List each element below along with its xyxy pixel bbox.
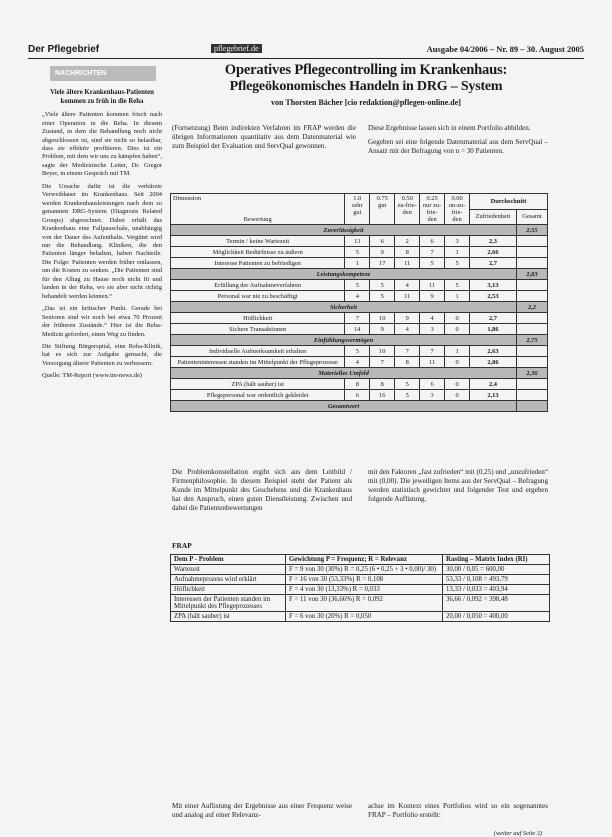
empty-cell (516, 291, 547, 302)
rating-count: 8 (395, 357, 420, 368)
rating-count: 6 (370, 236, 395, 247)
rating-count: 7 (420, 247, 445, 258)
rating-count: 11 (420, 280, 445, 291)
section-name: Gesamtwert (171, 401, 517, 412)
section-total: 2,83 (516, 269, 547, 280)
byline: von Thorsten Bächer [cio redaktion@pflegen-online.de] (271, 98, 461, 107)
average-header: Durchschnitt (470, 194, 548, 210)
rating-count: 4 (345, 291, 370, 302)
table-row (171, 236, 548, 247)
rating-count: 6 (420, 379, 445, 390)
frap-weight: F = 9 von 30 (30%) R = 0,25 (6 • 0,25 + 3 • 0,00)/ 30) (286, 565, 443, 575)
mid-left (172, 468, 352, 518)
table-row (171, 357, 548, 368)
empty-cell (516, 379, 547, 390)
rating-count: 5 (420, 258, 445, 269)
frap-label: FRAP (172, 541, 192, 550)
rating-count: 17 (370, 258, 395, 269)
row-label: Erfüllung der Aufnahmeverfahren (171, 280, 345, 291)
rating-count: 5 (395, 390, 420, 401)
servqual-table (170, 193, 548, 412)
column-header: 1.0 sehr gut (345, 194, 370, 225)
row-average: 2,4 (470, 379, 517, 390)
rating-count: 10 (370, 346, 395, 357)
rating-count: 4 (395, 280, 420, 291)
frap-row (171, 612, 550, 622)
intro-left (172, 124, 356, 156)
section-total: 2,2 (516, 302, 547, 313)
article-title (176, 62, 556, 107)
dimension-header: Dimension Bewertung (171, 194, 345, 225)
empty-cell (516, 357, 547, 368)
rating-count: 0 (445, 357, 470, 368)
table-row (171, 379, 548, 390)
column-header: 0.00 un-zu-frie-den (445, 194, 470, 225)
sidebar-headline: Viele ältere Krankenhaus-Patienten kommen zu früh in die Reha (50, 89, 154, 106)
rating-count: 11 (395, 291, 420, 302)
frap-index: 13,33 / 0,033 = 403,94 (443, 585, 550, 595)
rating-count: 4 (345, 357, 370, 368)
rating-count: 16 (370, 390, 395, 401)
rating-count: 1 (445, 346, 470, 357)
rating-count: 4 (420, 313, 445, 324)
row-label: Personal war nie zu beschäftigt (171, 291, 345, 302)
page-header (28, 44, 584, 59)
frap-weight: F = 6 von 30 (20%) R = 0,050 (286, 612, 443, 622)
section-name: Leistungskompetenz (171, 269, 517, 280)
row-average: 2,63 (470, 346, 517, 357)
newsletter-logo: Der Pflegebrief (28, 44, 100, 55)
empty-cell (516, 390, 547, 401)
frap-row (171, 565, 550, 575)
section-name: Sicherheit (171, 302, 517, 313)
intro-right-text-1: Diese Ergebnisse lassen sich in einem Portfolio abbilden. (368, 124, 531, 132)
continuation-note[interactable]: (weiter auf Seite 3) (493, 830, 542, 837)
sidebar-paragraph: „Viele ältere Patienten kommen frisch nach einer Operation in die Reha. In diesem Zustand, in dem die Behandlung noch nicht abgeschlossen ist, sind sie nicht so belastbar, dass sie effektiv profitieren. Dies ist ein Problem, mit dem wir uns zu kämpfen haben“, sagte der Medizinische Leiter, Dr. Gregor Beyer, in einem Gespräch mit TM. (42, 111, 162, 178)
rating-count: 3 (420, 390, 445, 401)
section-tag: NACHRICHTEN (50, 66, 156, 81)
intro-left-text: (Fortsetzung) Beim indirekten Verfahren im FRAP werden die übrigen Informationen quantitativ aus dem Datenmaterial wie zum Beispiel der Evaluation und ServQual gewonnen. (172, 124, 356, 151)
row-average: 2,86 (470, 357, 517, 368)
average-sub-header: Gesamt (516, 209, 547, 225)
frap-problem: Interessen der Patienten standen im Mittelpunkt des Pflegeprozesses (171, 595, 286, 612)
rating-count: 1 (345, 258, 370, 269)
rating-count: 6 (420, 236, 445, 247)
rating-count: 1 (445, 247, 470, 258)
sidebar-paragraph: „Das ist ein kritischer Punkt. Gerade bei Senioren sind wir noch bei etwa 70 Prozent der früheren Zustände.“ Hier ist die Reha-Medizin gefordert, einen Weg zu finden. (42, 305, 162, 338)
intro-right (368, 124, 548, 161)
rating-count: 5 (370, 291, 395, 302)
rating-count: 1 (445, 291, 470, 302)
empty-cell (516, 346, 547, 357)
rating-count: 8 (345, 379, 370, 390)
rating-count: 5 (345, 346, 370, 357)
row-label: Möglichkeit Bedürfnisse zu äußern (171, 247, 345, 258)
frap-index: 36,66 / 0,092 = 398,48 (443, 595, 550, 612)
frap-problem: Höflichkeit (171, 585, 286, 595)
section-name: Zuverlässigkeit (171, 225, 517, 236)
rating-count: 11 (420, 357, 445, 368)
table-row (171, 313, 548, 324)
rating-count: 5 (345, 247, 370, 258)
section-row (171, 269, 548, 280)
section-row (171, 302, 548, 313)
bottom-right (368, 802, 548, 825)
empty-cell (516, 258, 547, 269)
frap-index: 30,00 / 0,05 = 600,00 (443, 565, 550, 575)
issue-info: Ausgabe 04/2006 – Nr. 89 – 30. August 2005 (426, 44, 584, 54)
frap-row (171, 595, 550, 612)
frap-index: 53,33 / 0,108 = 493,79 (443, 575, 550, 585)
rating-count: 2 (395, 236, 420, 247)
rating-count: 5 (395, 379, 420, 390)
empty-cell (516, 280, 547, 291)
table-row (171, 247, 548, 258)
bottom-left-text: Mit einer Auflistung der Ergebnisse aus einer Frequenz weise und analog auf einer Relevanz- (172, 802, 352, 820)
row-label: Individuelle Aufmerksamkeit erhalten (171, 346, 345, 357)
row-average: 3,13 (470, 280, 517, 291)
rating-count: 8 (395, 247, 420, 258)
news-sidebar (42, 66, 162, 766)
row-label: Termin / keine Wartezeit (171, 236, 345, 247)
section-row (171, 225, 548, 236)
frap-problem: Aufnahmeprozess wird erklärt (171, 575, 286, 585)
mid-left-text: Die Problemkonstellation ergibt sich aus dem Leitbild / Firmenphilosophie. In diesem Beispiel steht der Patient als Kunde im Mittelpunkt des Geschehens und die Krankenhaus hat den Anspruch, einen guten Dienstleistung. Zwischen und dabei die Patientenbewertungen (172, 468, 352, 513)
rating-count: 9 (395, 313, 420, 324)
mid-right (368, 468, 548, 509)
column-header: 0.25 nur zu-frie-den (420, 194, 445, 225)
rating-count: 6 (345, 390, 370, 401)
empty-cell (516, 324, 547, 335)
row-label: Pflegepersonal war ordentlich gekleidet (171, 390, 345, 401)
row-label: ZPA (hält sauber) ist (171, 379, 345, 390)
frap-row (171, 575, 550, 585)
row-average: 1,86 (470, 324, 517, 335)
frap-header-index: Rasting – Matrix Index (RI) (443, 555, 550, 565)
frap-weight: F = 11 von 30 (36,66%) R = 0,092 (286, 595, 443, 612)
empty-cell (516, 247, 547, 258)
average-sub-header: Zufriedenheit (470, 209, 517, 225)
rating-count: 7 (370, 357, 395, 368)
rating-count: 9 (370, 247, 395, 258)
table-row (171, 346, 548, 357)
frap-header-weight: Gewichtung P = Frequenz; R = Relevanz (286, 555, 443, 565)
rating-count: 0 (445, 313, 470, 324)
row-average: 2,13 (470, 390, 517, 401)
row-average: 2,53 (470, 291, 517, 302)
rating-count: 9 (420, 291, 445, 302)
section-total: 2,75 (516, 335, 547, 346)
rating-count: 0 (445, 379, 470, 390)
header-url[interactable]: pflegebrief.de (211, 44, 262, 53)
rating-count: 7 (395, 346, 420, 357)
rating-count: 5 (445, 258, 470, 269)
row-average: 2,3 (470, 236, 517, 247)
rating-count: 13 (345, 236, 370, 247)
frap-index: 20,00 / 0,050 = 400,00 (443, 612, 550, 622)
frap-body (171, 565, 550, 622)
frap-problem: ZPA (hält sauber) ist (171, 612, 286, 622)
empty-cell (516, 313, 547, 324)
table-row (171, 390, 548, 401)
section-total (516, 401, 547, 412)
sidebar-paragraph: Die Ursache dafür ist die verkürzte Verweildauer im Krankenhaus. Seit 2004 werden Krankenhausleistungen nach dem so genannten DRG-System (Diagnosis Related Groups) abgerechnet. Dabei erhält das Krankenhaus eine Fallpauschale, unabhängig von der Dauer des Aufenthalts. Vergütet wird nur die Behandlung. Kliniken, die den Patienten länger behalten, haben Nachteile. Die Folge: Patienten werden früher entlassen, um die Kosten zu senken. „Die Patienten sind für den Alltag zu Hause noch nicht fit und landen in der Reha, wo sie aber nicht richtig behandelt werden können.“ (42, 182, 162, 300)
row-average: 2,7 (470, 258, 517, 269)
section-name: Materielles Umfeld (171, 368, 517, 379)
title-line-1: Operatives Pflegecontrolling im Krankenhaus: (224, 62, 508, 78)
section-total: 2,55 (516, 225, 547, 236)
rating-count: 7 (345, 313, 370, 324)
table-row (171, 280, 548, 291)
row-label: Höflichkeit (171, 313, 345, 324)
frap-weight: F = 4 von 30 (13,33%) R = 0,033 (286, 585, 443, 595)
bottom-right-text: achse im Kontext eines Portfolios wird so ein sogenanntes FRAP – Portfolio erstellt: (368, 802, 548, 820)
row-label: Patienteninteressen standen im Mittelpunkt der Pflegeprozesse (171, 357, 345, 368)
rating-count: 3 (445, 236, 470, 247)
rating-count: 11 (395, 258, 420, 269)
column-header: 0.75 gut (370, 194, 395, 225)
servqual-body (171, 225, 548, 412)
section-row (171, 335, 548, 346)
rating-count: 5 (370, 280, 395, 291)
bottom-left (172, 802, 352, 825)
table-row (171, 258, 548, 269)
rating-count: 3 (420, 324, 445, 335)
rating-count: 0 (445, 324, 470, 335)
rating-count: 4 (395, 324, 420, 335)
rating-count: 10 (370, 313, 395, 324)
rating-count: 0 (445, 390, 470, 401)
sidebar-source: Quelle: TM-Report (www.tm-news.de) (42, 372, 142, 380)
row-label: Sichere Transaktionen (171, 324, 345, 335)
sidebar-paragraph: Die Stiftung Bürgerspital, eine Reha-Klinik, hat es sich zur Aufgabe gemacht, die Versorgung älterer Patienten zu verbessern. (42, 342, 162, 367)
rating-count: 14 (345, 324, 370, 335)
table-row (171, 291, 548, 302)
frap-problem: Wartezeit (171, 565, 286, 575)
rating-count: 9 (370, 324, 395, 335)
column-header: 0.50 zu-frie-den (395, 194, 420, 225)
frap-table (170, 554, 550, 622)
row-label: Interesse Patienten zu befriedigen (171, 258, 345, 269)
row-average: 2,66 (470, 247, 517, 258)
section-row (171, 368, 548, 379)
rating-count: 5 (445, 280, 470, 291)
section-name: Einfühlungsvermögen (171, 335, 517, 346)
frap-weight: F = 16 von 30 (53,33%) R = 0,108 (286, 575, 443, 585)
rating-count: 5 (345, 280, 370, 291)
intro-right-text-2: Gegeben sei eine folgende Datenmaterial aus dem ServQual – Ansatz mit der Befragung von n = 30 Patienten. (368, 138, 548, 156)
frap-header-problem: Dem P - Problem (171, 555, 286, 565)
empty-cell (516, 236, 547, 247)
section-row (171, 401, 548, 412)
section-total: 2,36 (516, 368, 547, 379)
row-average: 2,7 (470, 313, 517, 324)
mid-right-text: mit den Faktoren „fast zufrieden“ mit (0,25) und „unzufrieden“ mit (0,00). Die jeweiligen Items aus der ServQual – Befragung werden statistisch gewichtet und folgender Test und ergeben folgende Auflistung. (368, 468, 548, 504)
rating-count: 7 (420, 346, 445, 357)
table-row (171, 324, 548, 335)
title-line-2: Pflegeökonomisches Handeln in DRG – System (229, 79, 503, 94)
rating-count: 8 (370, 379, 395, 390)
frap-row (171, 585, 550, 595)
